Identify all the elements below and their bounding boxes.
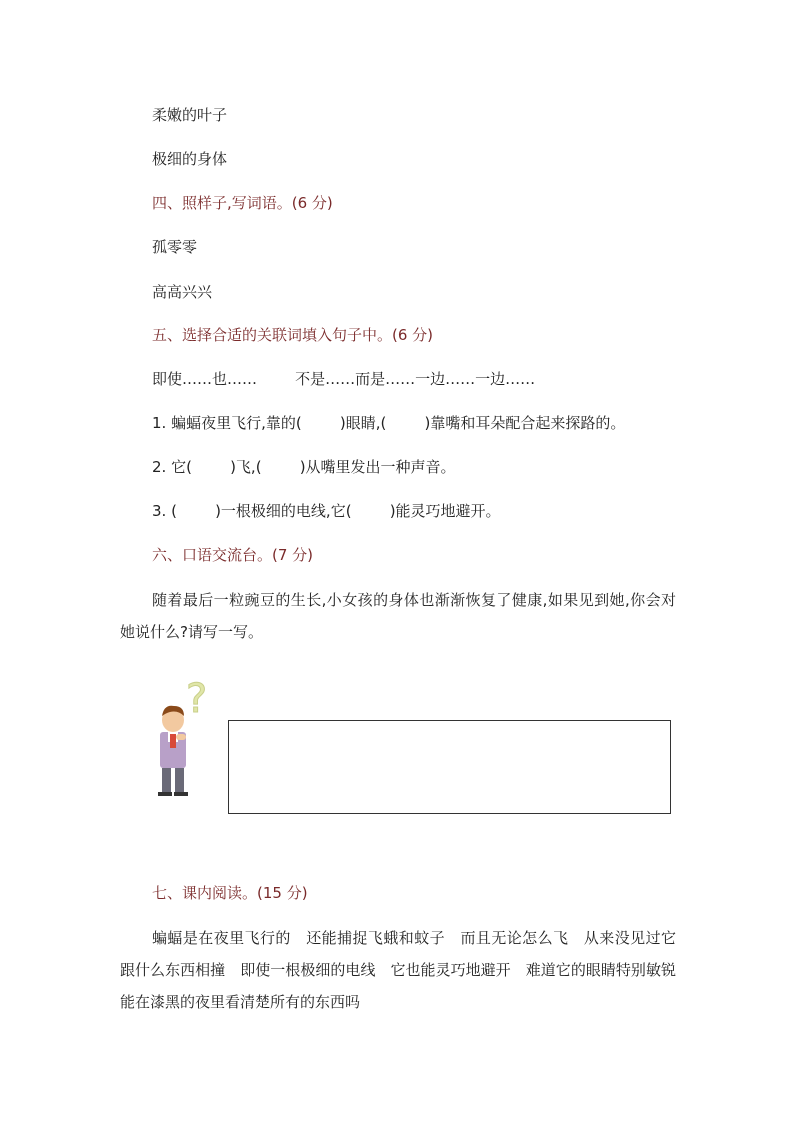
question-2: 2. 它( )飞,( )从嘴里发出一种声音。	[152, 458, 456, 476]
section-4-title: 四、照样子,写词语。(6 分)	[152, 194, 333, 212]
example-word-2: 高高兴兴	[152, 283, 213, 301]
thinking-person-icon	[148, 672, 218, 800]
word-item-2: 极细的身体	[152, 150, 228, 168]
answer-box[interactable]	[228, 720, 671, 814]
section-5-title: 五、选择合适的关联词填入句子中。(6 分)	[152, 326, 434, 344]
word-item-1: 柔嫩的叶子	[152, 106, 228, 124]
question-3: 3. ( )一根极细的电线,它( )能灵巧地避开。	[152, 502, 501, 520]
section-6-prompt: 随着最后一粒豌豆的生长,小女孩的身体也渐渐恢复了健康,如果见到她,你会对她说什么?请写一写。	[120, 591, 676, 641]
svg-text:?: ?	[186, 676, 208, 722]
example-word-1: 孤零零	[152, 238, 198, 256]
conjunction-options: 即使……也…… 不是……而是……一边……一边……	[152, 370, 536, 388]
question-1: 1. 蝙蝠夜里飞行,靠的( )眼睛,( )靠嘴和耳朵配合起来探路的。	[152, 414, 626, 432]
section-7-title: 七、课内阅读。(15 分)	[152, 884, 308, 902]
section-6-title: 六、口语交流台。(7 分)	[152, 546, 314, 564]
section-7-passage: 蝙蝠是在夜里飞行的 还能捕捉飞蛾和蚊子 而且无论怎么飞 从来没见过它跟什么东西相撞 即使一根极细的电线 它也能灵巧地避开 难道它的眼睛特别敏锐 能在漆黑的夜里看清楚所有的东西吗	[120, 929, 692, 1011]
